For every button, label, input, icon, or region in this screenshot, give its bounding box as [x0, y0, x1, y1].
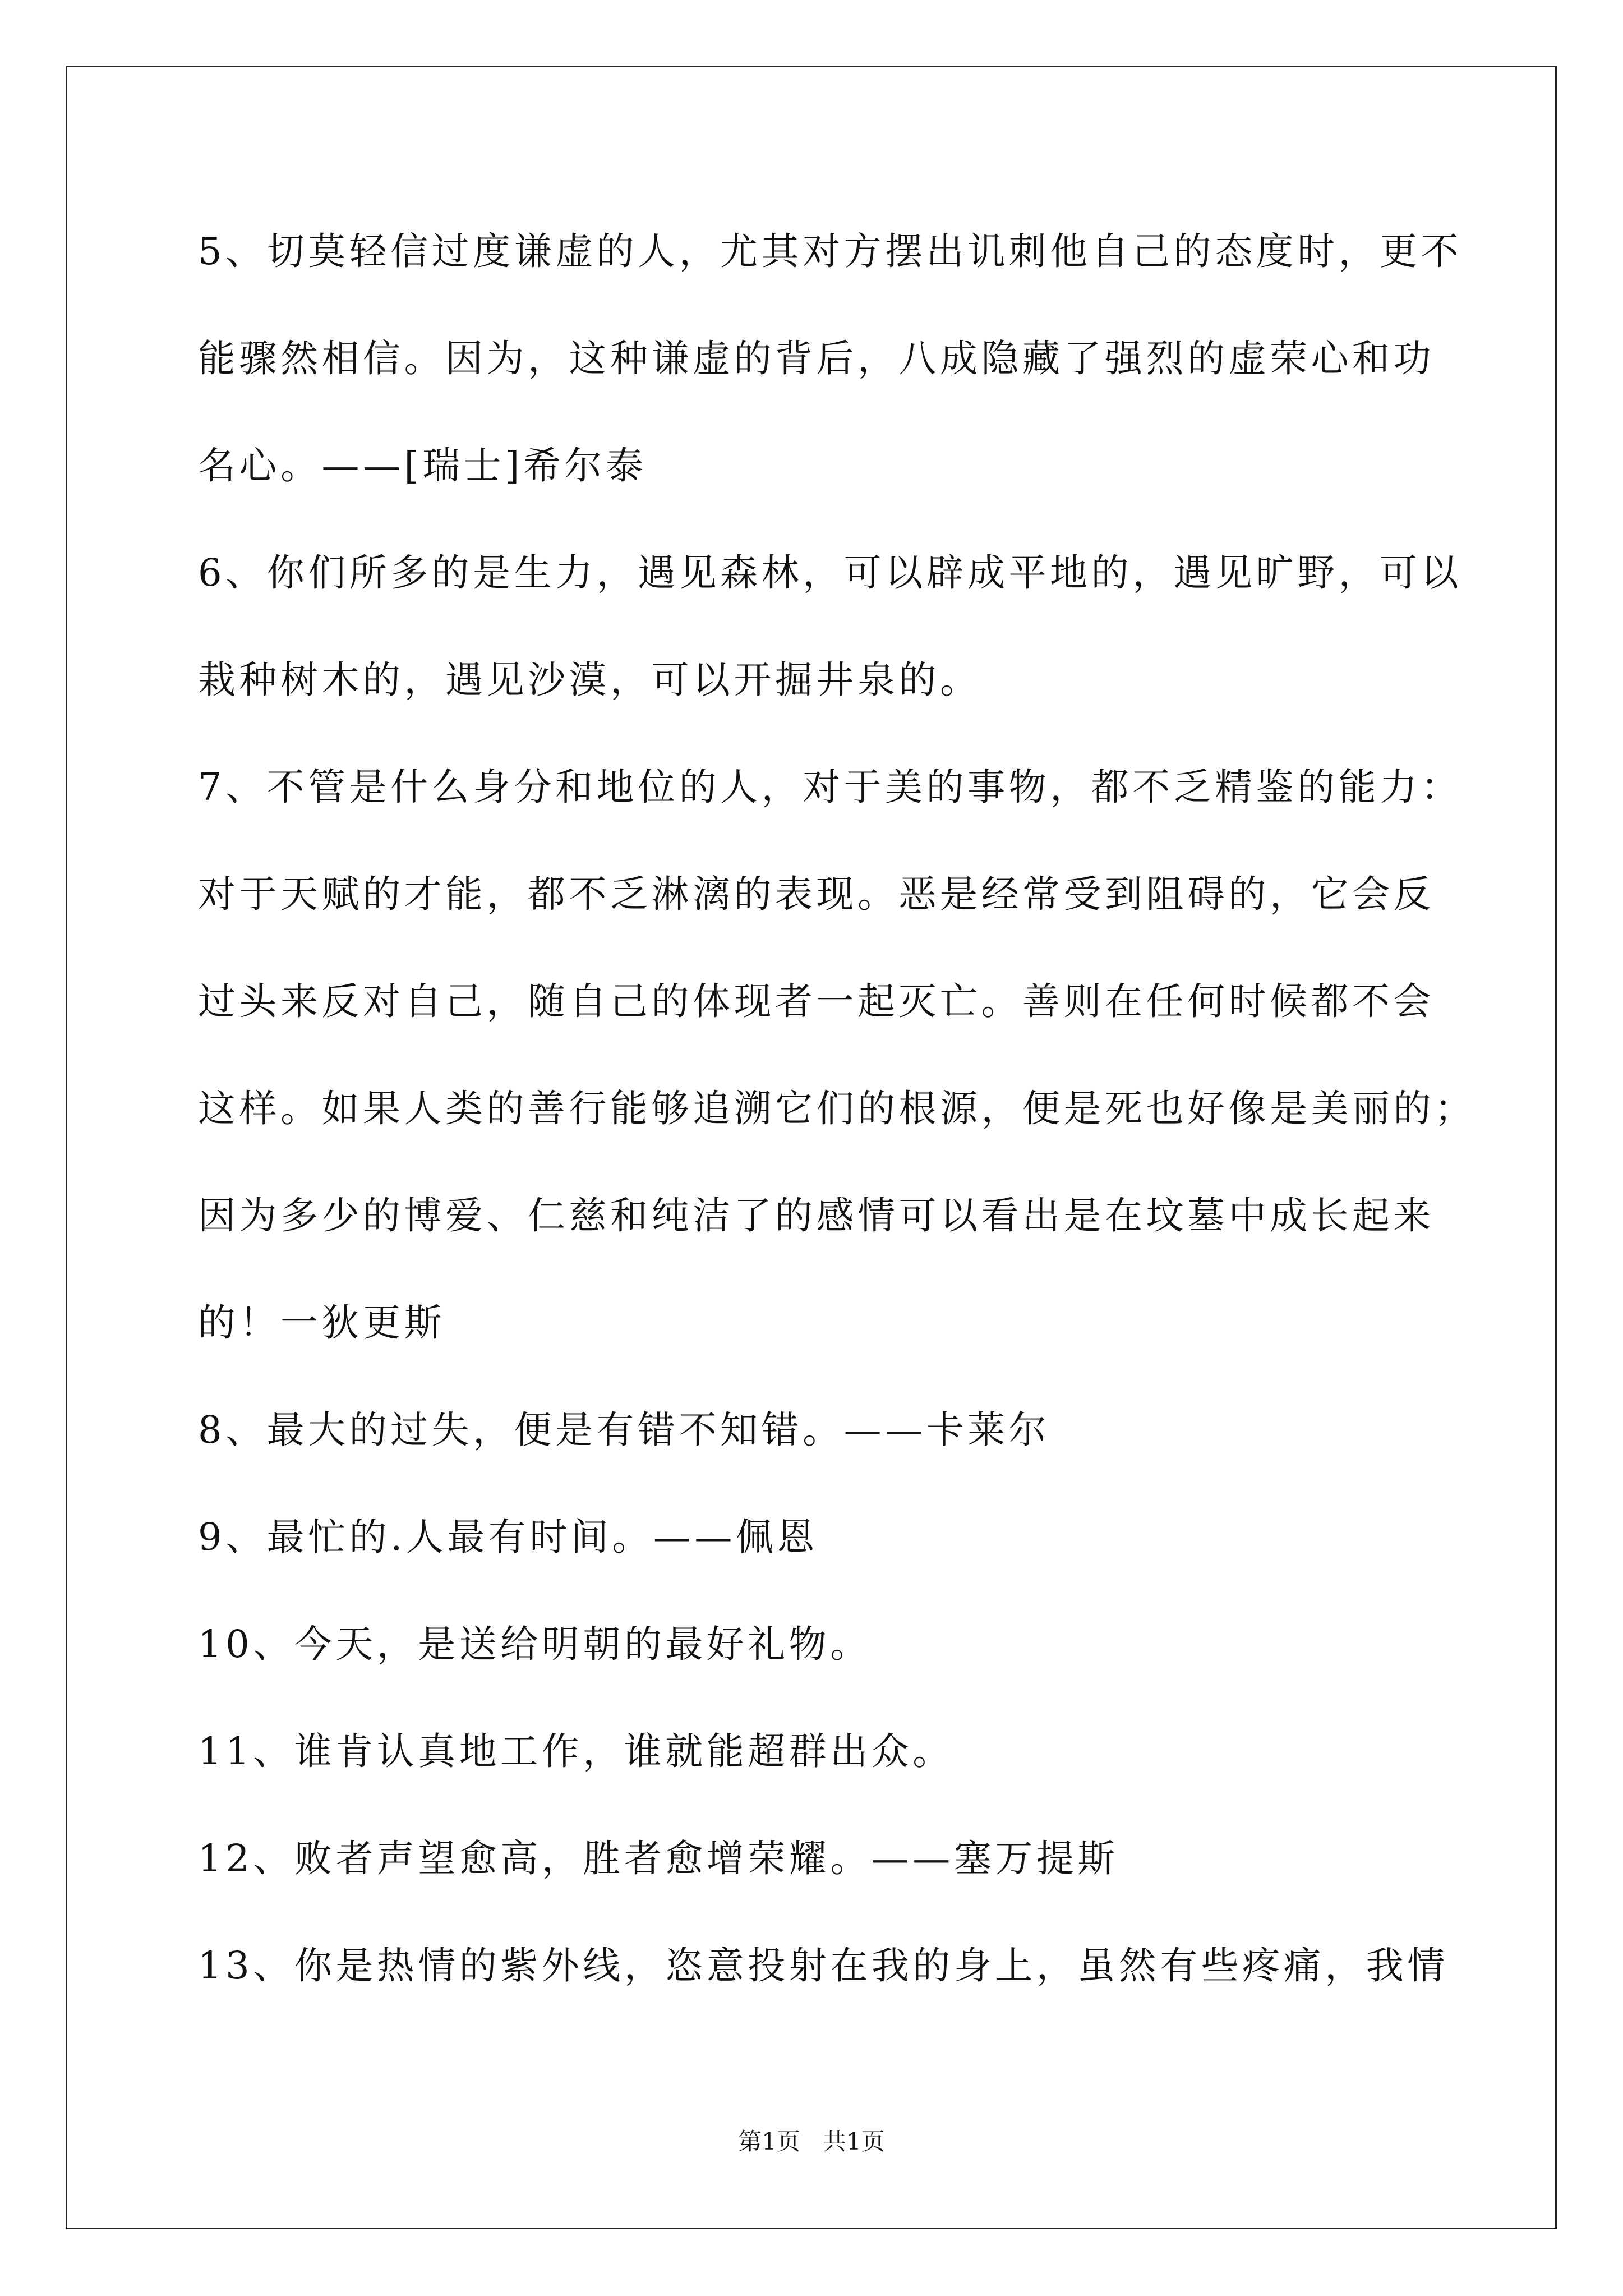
text-line: 对于天赋的才能，都不乏淋漓的表现。恶是经常受到阻碍的，它会反 — [198, 872, 1435, 916]
text-line: 9、最忙的.人最有时间。——佩恩 — [198, 1515, 818, 1559]
text-line: 过头来反对自己，随自己的体现者一起灭亡。善则在任何时候都不会 — [198, 979, 1435, 1023]
text-line: 12、败者声望愈高，胜者愈增荣耀。——塞万提斯 — [198, 1837, 1119, 1880]
text-line: 名心。——[瑞士]希尔泰 — [198, 444, 647, 487]
text-line: 8、最大的过失，便是有错不知错。——卡莱尔 — [198, 1408, 1050, 1452]
text-line: 7、不管是什么身分和地位的人，对于美的事物，都不乏精鉴的能力： — [198, 765, 1463, 809]
text-line: 13、你是热情的紫外线，恣意投射在我的身上，虽然有些疼痛，我情 — [198, 1944, 1449, 1987]
text-line: 11、谁肯认真地工作，谁就能超群出众。 — [198, 1729, 954, 1773]
text-line: 的！一狄更斯 — [198, 1301, 445, 1345]
text-line: 栽种树木的，遇见沙漠，可以开掘井泉的。 — [198, 658, 981, 702]
text-line: 因为多少的博爱、仁慈和纯洁了的感情可以看出是在坟墓中成长起来 — [198, 1194, 1435, 1237]
page-number-footer: 第1页 共1页 — [738, 2128, 885, 2155]
page-border — [66, 66, 1557, 2229]
text-line: 10、今天，是送给明朝的最好礼物。 — [198, 1622, 872, 1666]
text-line: 5、切莫轻信过度谦虚的人，尤其对方摆出讥刺他自己的态度时，更不 — [198, 229, 1463, 273]
text-line: 6、你们所多的是生力，遇见森林，可以辟成平地的，遇见旷野，可以 — [198, 551, 1463, 595]
text-line: 这样。如果人类的善行能够追溯它们的根源，便是死也好像是美丽的； — [198, 1087, 1476, 1130]
text-line: 能骤然相信。因为，这种谦虚的背后，八成隐藏了强烈的虚荣心和功 — [198, 337, 1435, 380]
